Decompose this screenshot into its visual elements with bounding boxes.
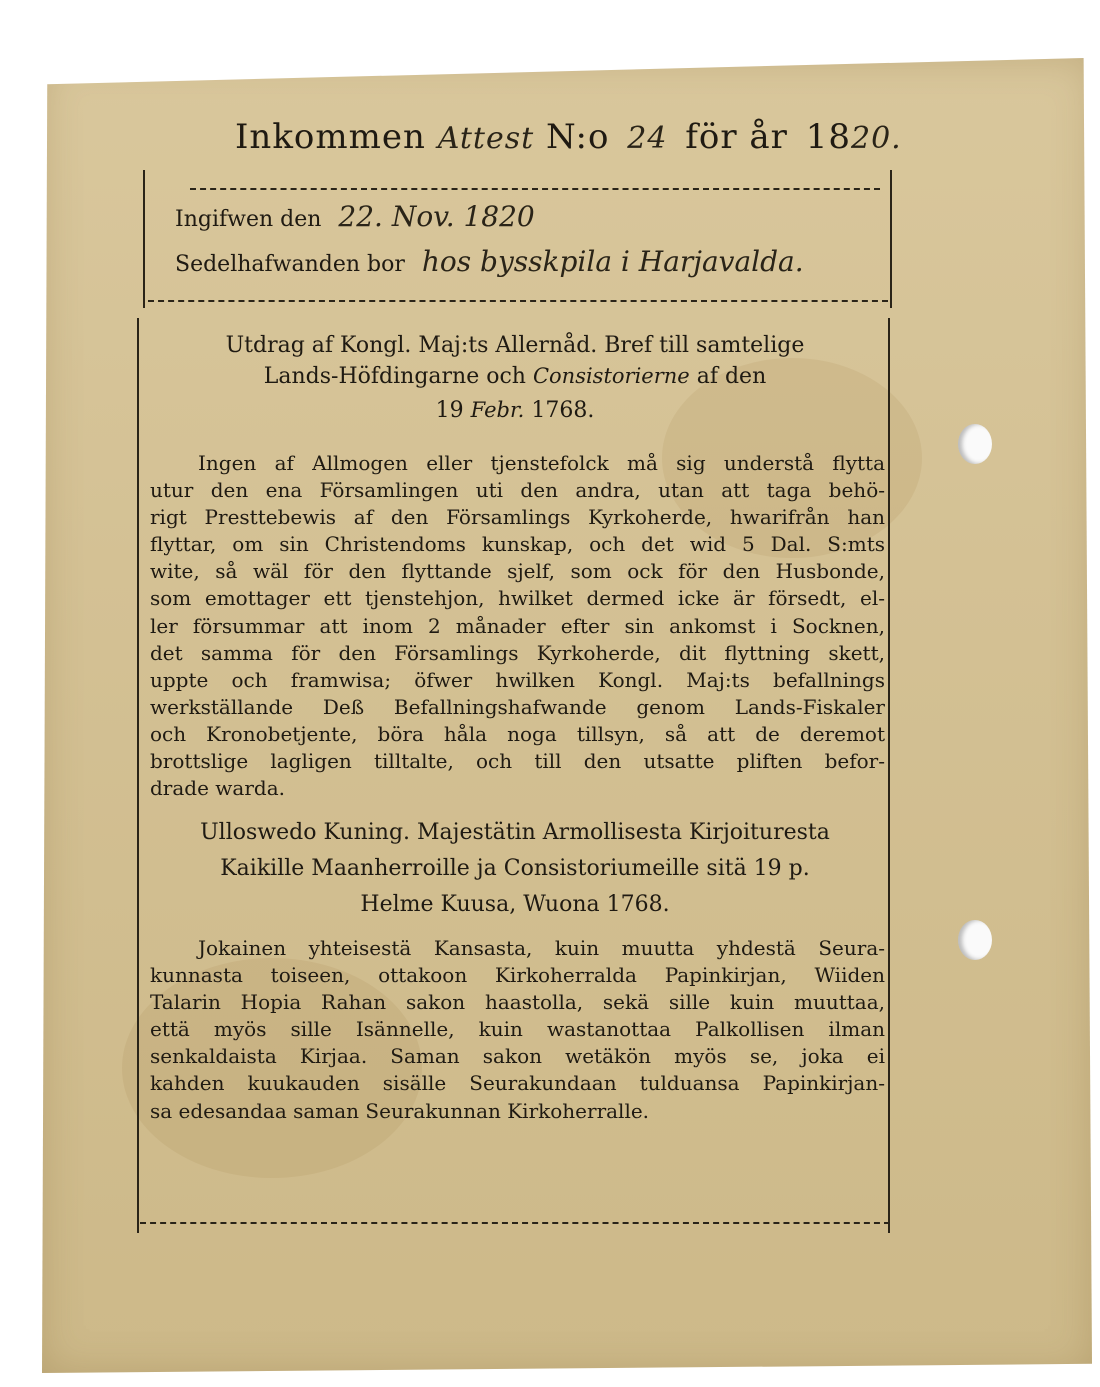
attest-handwritten: Attest bbox=[437, 121, 535, 156]
body-bottom-rule bbox=[140, 1222, 890, 1224]
finnish-heading-line-1: Ulloswedo Kuning. Majestätin Armollisesta Kirjoituresta bbox=[200, 820, 830, 845]
body-line: flyttar, om sin Christendoms kunskap, och det wid 5 Dal. S:mts bbox=[150, 532, 885, 557]
swedish-heading-line-2 bbox=[150, 364, 880, 389]
bottom-dashed-rule bbox=[148, 300, 888, 302]
for-ar-label: för år bbox=[685, 117, 788, 157]
body-line: sa edesandaa saman Seurakunnan Kirkoherralle. bbox=[150, 1098, 650, 1123]
sedel-value: hos bysskpila i Harjavalda. bbox=[421, 245, 804, 278]
swedish-heading-line-3 bbox=[150, 398, 880, 423]
body-line: Talarin Hopia Rahan sakon haastolla, sekä sille kuin muuttaa, bbox=[150, 990, 885, 1015]
finnish-heading-line-2: Kaikille Maanherroille ja Consistoriumeille sitä 19 p. bbox=[220, 856, 810, 881]
heading-text: 19 bbox=[435, 398, 464, 423]
body-right-border bbox=[888, 318, 890, 1233]
swedish-heading-line-1: Utdrag af Kongl. Maj:ts Allernåd. Bref till samtelige bbox=[225, 333, 805, 358]
ingifwen-label: Ingifwen den bbox=[175, 207, 322, 232]
ingifwen-row bbox=[175, 200, 535, 233]
body-line: ler försummar att inom 2 månader efter sin ankomst i Socknen, bbox=[150, 613, 885, 638]
body-line: Jokainen yhteisestä Kansasta, kuin muutta yhdestä Seura- bbox=[198, 936, 885, 960]
body-line: rigt Presttebewis af den Församlings Kyrkoherde, hwarifrån han bbox=[150, 505, 885, 530]
left-border bbox=[143, 170, 145, 308]
title-row bbox=[235, 117, 902, 157]
punch-hole bbox=[958, 424, 992, 464]
body-line: wite, så wäl för den flyttande sjelf, som ock för den Husbonde, bbox=[150, 559, 885, 584]
body-line: senkaldaista Kirjaa. Saman sakon wetäkön myös se, joka ei bbox=[150, 1044, 885, 1069]
heading-italic: Consistorierne bbox=[532, 364, 690, 388]
body-line: det samma för den Församlings Kyrkoherde, dit flyttning skett, bbox=[150, 640, 885, 665]
body-line: Ingen af Allmogen eller tjenstefolck må sig understå flytta bbox=[198, 451, 885, 475]
body-line: kunnasta toiseen, ottakoon Kirkoherralda Papinkirjan, Wiiden bbox=[150, 963, 885, 988]
sedel-label: Sedelhafwanden bor bbox=[175, 252, 405, 277]
heading-text: 1768. bbox=[531, 398, 595, 423]
no-label: N:o bbox=[546, 117, 610, 157]
body-line: että myös sille Isännelle, kuin wastanottaa Palkollisen ilman bbox=[150, 1017, 885, 1042]
swedish-body bbox=[150, 450, 885, 802]
sedel-row bbox=[175, 245, 804, 278]
body-line: kahden kuukauden sisälle Seurakundaan tulduansa Papinkirjan- bbox=[150, 1071, 885, 1096]
year-printed: 18 bbox=[805, 117, 851, 157]
punch-hole bbox=[958, 920, 992, 960]
top-dashed-rule bbox=[190, 188, 880, 190]
heading-text: af den bbox=[696, 364, 767, 389]
inkommen-label: Inkommen bbox=[235, 117, 426, 157]
heading-italic: Febr. bbox=[470, 398, 525, 422]
year-handwritten: 20. bbox=[851, 121, 902, 156]
body-line: brottslige lagligen tilltalte, och till den utsatte pliften befor- bbox=[150, 749, 885, 774]
number-handwritten: 24 bbox=[627, 121, 668, 156]
right-border bbox=[890, 170, 892, 308]
body-line: uppte och framwisa; öfwer hwilken Kongl. Maj:ts befallnings bbox=[150, 667, 885, 692]
body-line: och Kronobetjente, böra håla noga tillsyn, så att de deremot bbox=[150, 721, 885, 746]
body-left-border bbox=[137, 318, 139, 1233]
body-line: werkställande Deß Befallningshafwande genom Lands-Fiskaler bbox=[150, 694, 885, 719]
body-line: som emottager ett tjenstehjon, hwilket dermed icke är försedt, el- bbox=[150, 586, 885, 611]
finnish-heading-line-3: Helme Kuusa, Wuona 1768. bbox=[360, 892, 670, 917]
ingifwen-value: 22. Nov. 1820 bbox=[338, 200, 535, 233]
body-line: utur den ena Församlingen uti den andra, utan att taga behö- bbox=[150, 478, 885, 503]
finnish-body bbox=[150, 935, 885, 1125]
heading-text: Lands-Höfdingarne och bbox=[263, 364, 526, 389]
body-line: drade warda. bbox=[150, 776, 285, 801]
